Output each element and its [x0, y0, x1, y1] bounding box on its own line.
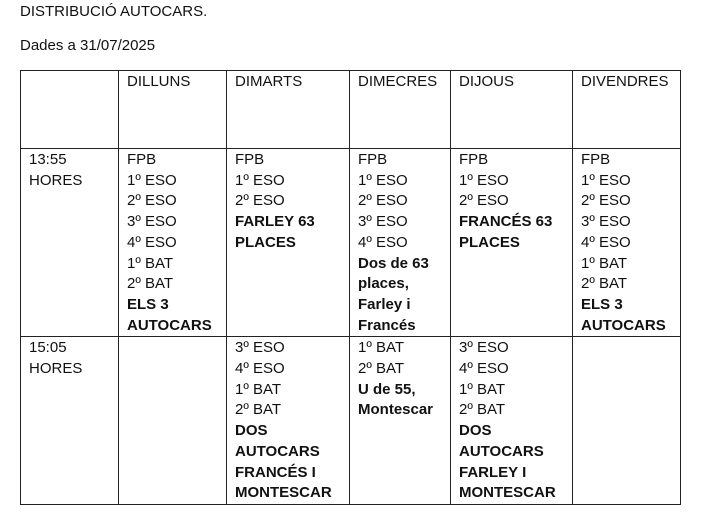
schedule-cell-friday — [573, 337, 681, 505]
bus-note: FARLEY 63 — [235, 213, 315, 231]
course-group: 2º BAT — [235, 401, 282, 419]
header-cell-tuesday: DIMARTS — [227, 71, 350, 149]
course-group: 2º ESO — [459, 192, 509, 210]
header-cell-friday: DIVENDRES — [573, 71, 681, 149]
schedule-cell-wednesday — [350, 149, 451, 337]
bus-note: DOS — [235, 422, 268, 440]
course-group: 1º BAT — [459, 380, 506, 398]
table-row — [21, 337, 681, 505]
bus-note: AUTOCARS — [127, 316, 212, 334]
course-group: 4º ESO — [358, 233, 408, 251]
time-label: HORES — [29, 360, 83, 378]
course-group: 1º BAT — [127, 254, 174, 272]
schedule-cell-monday — [119, 337, 227, 505]
schedule-cell-thursday — [451, 149, 573, 337]
bus-schedule-table — [20, 70, 681, 505]
course-group: 1º ESO — [127, 171, 177, 189]
bus-note: AUTOCARS — [235, 442, 320, 460]
bus-note: Farley i — [358, 295, 411, 313]
schedule-cell-tuesday — [227, 149, 350, 337]
bus-note: FRANCÉS I — [235, 463, 316, 481]
document-date: Dades a 31/07/2025 — [20, 37, 156, 54]
table-header-row — [21, 71, 681, 149]
bus-note: U de 55, — [358, 380, 416, 398]
bus-note: MONTESCAR — [235, 484, 332, 502]
header-cell-thursday: DIJOUS — [451, 71, 573, 149]
time-cell — [21, 337, 119, 505]
course-group: 4º ESO — [581, 233, 631, 251]
course-group: FPB — [459, 151, 489, 168]
time-cell — [21, 149, 119, 337]
header-cell-wednesday: DIMECRES — [350, 71, 451, 149]
table-row — [21, 149, 681, 337]
course-group: 1º BAT — [581, 254, 628, 272]
schedule-cell-monday — [119, 149, 227, 337]
course-group: 3º ESO — [127, 213, 177, 231]
bus-note: AUTOCARS — [581, 316, 666, 334]
course-group: 3º ESO — [459, 339, 509, 357]
time-label: 15:05 — [29, 339, 67, 357]
course-group: FPB — [358, 151, 388, 168]
bus-note: FARLEY I — [459, 463, 527, 481]
course-group: 2º ESO — [358, 192, 408, 210]
course-group: 1º BAT — [358, 339, 405, 357]
bus-note: ELS 3 — [581, 295, 623, 313]
course-group: FPB — [235, 151, 265, 168]
header-corner-cell — [21, 71, 119, 149]
course-group: 1º ESO — [358, 171, 408, 189]
course-group: 4º ESO — [127, 233, 177, 251]
bus-note: Dos de 63 — [358, 254, 429, 272]
time-label: HORES — [29, 171, 83, 189]
bus-note: PLACES — [459, 233, 520, 251]
course-group: 4º ESO — [459, 360, 509, 378]
bus-note: PLACES — [235, 233, 296, 251]
course-group: 2º BAT — [459, 401, 506, 419]
course-group: 2º BAT — [358, 360, 405, 378]
course-group: FPB — [127, 151, 157, 168]
course-group: 4º ESO — [235, 360, 285, 378]
bus-note: AUTOCARS — [459, 442, 544, 460]
course-group: 1º ESO — [459, 171, 509, 189]
schedule-cell-tuesday — [227, 337, 350, 505]
bus-note: Montescar — [358, 401, 434, 419]
header-cell-monday: DILLUNS — [119, 71, 227, 149]
bus-note: FRANCÉS 63 — [459, 213, 553, 231]
document-title: DISTRIBUCIÓ AUTOCARS. — [20, 3, 208, 20]
course-group: 1º BAT — [235, 380, 282, 398]
course-group: 2º BAT — [127, 275, 174, 293]
bus-note: MONTESCAR — [459, 484, 556, 502]
course-group: 3º ESO — [581, 213, 631, 231]
time-label: 13:55 — [29, 151, 67, 168]
course-group: 2º ESO — [581, 192, 631, 210]
bus-note: places, — [358, 275, 409, 293]
course-group: 2º ESO — [127, 192, 177, 210]
schedule-cell-friday — [573, 149, 681, 337]
course-group: FPB — [581, 151, 611, 168]
course-group: 1º ESO — [235, 171, 285, 189]
schedule-cell-thursday — [451, 337, 573, 505]
course-group: 1º ESO — [581, 171, 631, 189]
course-group: 3º ESO — [358, 213, 408, 231]
bus-note: DOS — [459, 422, 492, 440]
course-group: 2º ESO — [235, 192, 285, 210]
bus-note: Francés — [358, 316, 416, 334]
course-group: 3º ESO — [235, 339, 285, 357]
bus-note: ELS 3 — [127, 295, 169, 313]
course-group: 2º BAT — [581, 275, 628, 293]
schedule-cell-wednesday — [350, 337, 451, 505]
